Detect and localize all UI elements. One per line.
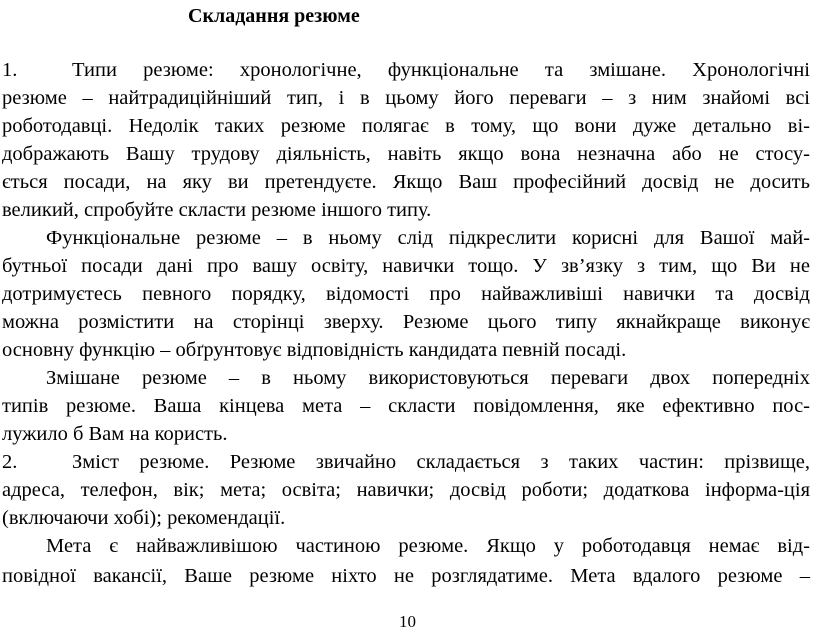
text-line: Функціональне резюме – в ньому слід підкреслити корисні для Вашої май- [46, 227, 810, 249]
line-text: Зміст резюме. Резюме звичайно складається з таких частин: прізвище, [72, 451, 810, 473]
text-line: можна розмістити на сторінці зверху. Резюме цього типу якнайкраще виконує [2, 311, 810, 333]
text-line: великий, спробуйте скласти резюме іншого типу. [2, 199, 432, 221]
text-line: Мета є найважливішою частиною резюме. Якщо у роботодавця немає від- [46, 535, 810, 557]
text-line: лужило б Вам на користь. [2, 423, 228, 445]
page-title: Складання резюме [188, 5, 360, 27]
text-line: типів резюме. Ваша кінцева мета – скласти повідомлення, яке ефективно пос- [2, 395, 810, 417]
text-line: бутньої посади дані про вашу освіту, навички тощо. У зв’язку з тим, що Ви не [2, 255, 810, 277]
section-number: 2. [2, 451, 18, 473]
line-text: Типи резюме: хронологічне, функціональне та змішане. Хронологічні [72, 59, 810, 81]
text-line [2, 450, 810, 474]
text-line: дотримуєтесь певного порядку, відомості про найважливіші навички та досвід [2, 283, 810, 305]
text-line: основну функцію – обґрунтовує відповідність кандидата певній посаді. [2, 339, 627, 361]
text-line: роботодавці. Недолік таких резюме полягає в тому, що вони дуже детально ві- [2, 115, 810, 137]
text-line: резюме – найтрадиційніший тип, і в цьому його переваги – з ним знайомі всі [2, 87, 810, 109]
page-number: 10 [399, 612, 416, 631]
text-line [2, 58, 810, 82]
text-line: (включаючи хобі); рекомендації. [2, 507, 286, 529]
text-line: дображають Вашу трудову діяльність, навіть якщо вона незначна або не стосу- [2, 143, 810, 165]
text-line: ється посади, на яку ви претендуєте. Якщо Ваш професійний досвід не досить [2, 171, 810, 193]
text-line: повідної вакансії, Ваше резюме ніхто не розглядатиме. Мета вдалого резюме – [2, 565, 810, 587]
text-line: Змішане резюме – в ньому використовуються переваги двох попередніх [46, 367, 810, 389]
text-line: адреса, телефон, вік; мета; освіта; навички; досвід роботи; додаткова інформа-ція [2, 479, 810, 501]
section-number: 1. [2, 59, 18, 81]
